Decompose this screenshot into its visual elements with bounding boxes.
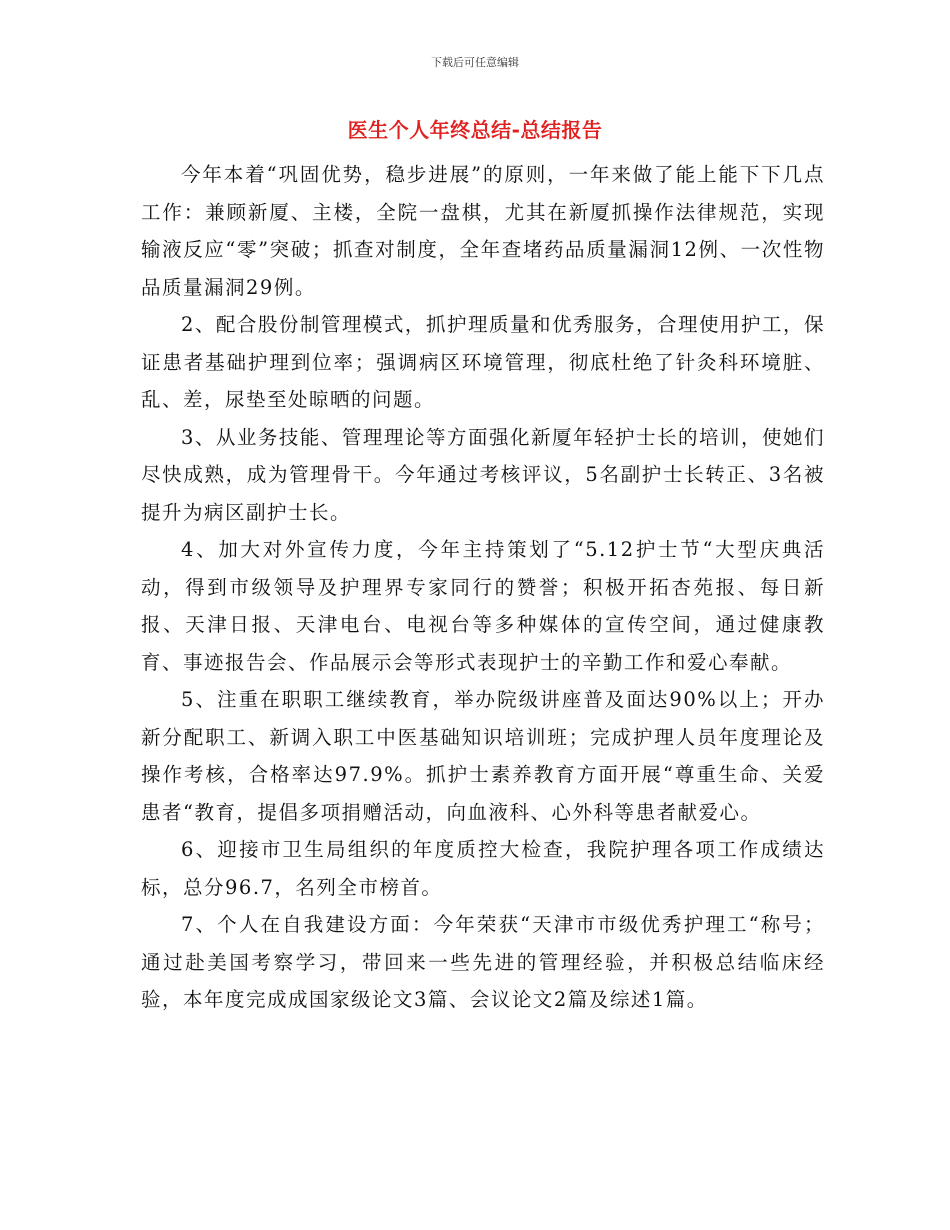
document-body [141, 156, 825, 1019]
paragraph-item-4: 4、加大对外宣传力度，今年主持策划了“5.12护士节“大型庆典活动，得到市级领导及护理界专家同行的赞誉；积极开拓杏苑报、每日新报、天津日报、天津电台、电视台等多种媒体的宣传空间，通过健康教育、事迹报告会、作品展示会等形式表现护士的辛勤工作和爱心奉献。 [141, 538, 825, 674]
document-title: 医生个人年终总结-总结报告 [347, 118, 603, 142]
paragraph-item-6: 6、迎接市卫生局组织的年度质控大检查，我院护理各项工作成绩达标，总分96.7，名列全市榜首。 [141, 838, 825, 899]
paragraph-intro: 今年本着“巩固优势，稳步进展”的原则，一年来做了能上能下下几点工作：兼顾新厦、主楼，全院一盘棋，尤其在新厦抓操作法律规范，实现输液反应“零”突破；抓查对制度，全年查堵药品质量漏洞12例、一次性物品质量漏洞29例。 [141, 163, 825, 299]
header-note: 下载后可任意编辑 [431, 56, 519, 69]
paragraph-item-2: 2、配合股份制管理模式，抓护理质量和优秀服务，合理使用护工，保证患者基础护理到位率；强调病区环境管理，彻底杜绝了针灸科环境脏、乱、差，尿垫至处晾晒的问题。 [141, 313, 825, 411]
paragraph-item-5: 5、注重在职职工继续教育，举办院级讲座普及面达90%以上；开办新分配职工、新调入职工中医基础知识培训班；完成护理人员年度理论及操作考核，合格率达97.9%。抓护士素养教育方面开展“尊重生命、关爱患者“教育，提倡多项捐赠活动，向血液科、心外科等患者献爱心。 [141, 688, 825, 824]
paragraph-item-3: 3、从业务技能、管理理论等方面强化新厦年轻护士长的培训，使她们尽快成熟，成为管理骨干。今年通过考核评议，5名副护士长转正、3名被提升为病区副护士长。 [141, 425, 825, 524]
paragraph-item-7: 7、个人在自我建设方面：今年荣获“天津市市级优秀护理工“称号；通过赴美国考察学习，带回来一些先进的管理经验，并积极总结临床经验，本年度完成成国家级论文3篇、会议论文2篇及综述1篇。 [141, 913, 825, 1011]
